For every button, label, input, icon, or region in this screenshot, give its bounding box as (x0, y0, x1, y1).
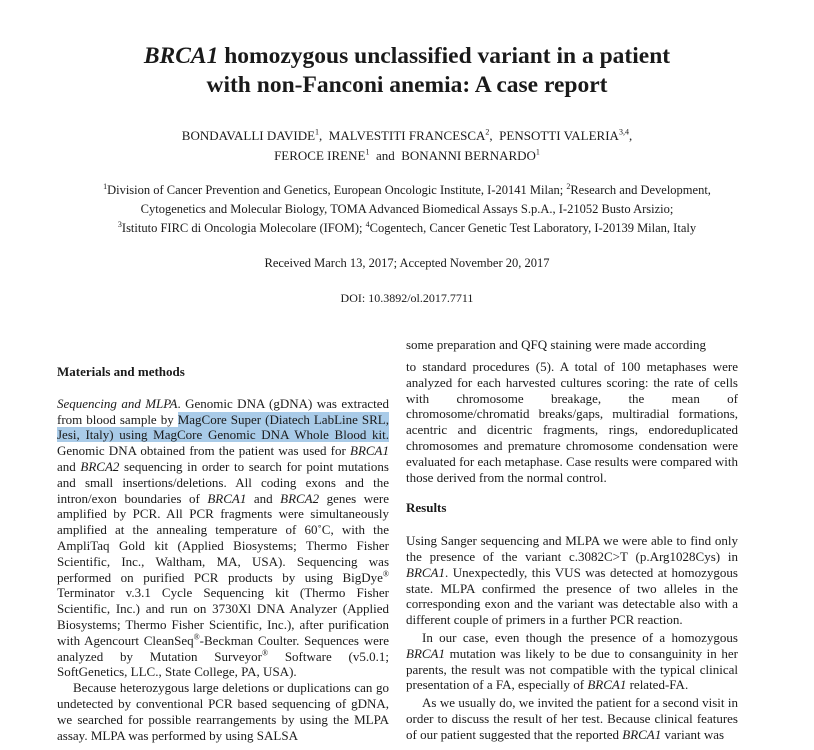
affiliation-3: Istituto FIRC di Oncologia Molecolare (IFOM); (121, 221, 366, 235)
right-column (406, 359, 738, 743)
author-and: and (375, 148, 395, 163)
section-heading-methods: Materials and methods (57, 364, 185, 379)
clipped-line: some preparation and QFQ staining were made according (406, 337, 706, 352)
affiliations: $^1$Division of Cancer Prevention and Genetics, European Oncologic Institute, I-20141 Milan; $^2$Research and Development, Cytogenetics and Molecular Biology, TOMA Advanced Biomedical Assays S.p.A., I-21052 Busto Arsizio; $^3$Istituto FIRC di Oncologia Molecolare (IFOM); $^4$Cogentech, Cancer Genetic Test Laboratory, I-20139 Milan, Italy (103, 181, 711, 235)
author: BONDAVALLI DAVIDE (181, 128, 316, 143)
affiliation-2-cont: Cytogenetics and Molecular Biology, TOMA Advanced Biomedical Assays S.p.A., I-21052 Busto Arsizio; (140, 202, 674, 216)
author-list: BONDAVALLI DAVIDE$^1$, MALVESTITI FRANCESCA$^2$, PENSOTTI VALERIA$^{3,4}$, FEROCE IRENE$^1$ and BONANNI BERNARDO$^1$ (181, 127, 633, 163)
paragraph-results-1: Using Sanger sequencing and MLPA we were able to find only the presence of the variant c.3082C>T (p.Arg1028Cys) in BRCA1. Unexpectedly, this VUS was detected at homozygous state. MLPA confirmed the presence of two alleles in the corresponding exon and the variant was detectable also with a different couple of primers in a further PCR reaction. (406, 533, 738, 628)
title-gene: BRCA1 (143, 43, 219, 69)
text-selection-highlight[interactable]: MagCore Super (Diatech LabLine SRL, Jesi, Italy) using MagCore Genomic DNA Whole Blood kit. (57, 411, 389, 443)
paragraph-procedures: to standard procedures (5). A total of 100 metaphases were analyzed for each harvested cultures scoring: the rate of cells with chromosome breakage, the mean of chromosome/chromatid breaks/gaps, multiradial formations, acentric and dicentric fragments, rings, endoreduplicated chromosomes and premature chromosome condensation were evaluated for each metaphase. Case results were compared with those derived from the normal control. (406, 359, 738, 485)
affiliation-2: Research and Development, (570, 183, 711, 197)
title-line1: homozygous unclassified variant in a patient (218, 43, 671, 69)
affiliation-1: Division of Cancer Prevention and Genetics, European Oncologic Institute, I-20141 Milan; (107, 183, 567, 197)
section-heading-results: Results (406, 500, 447, 516)
paragraph-mlpa: Because heterozygous large deletions or duplications can go undetected by conventional PCR based sequencing of gDNA, we searched for possible rearrangements by using the MLPA assay. MLPA was performed by using SALSA (57, 680, 389, 743)
paragraph-sequencing: Sequencing and MLPA. Genomic DNA (gDNA) was extracted from blood sample by MagCore Super (Diatech LabLine SRL, Jesi, Italy) using MagCore Genomic DNA Whole Blood kit. Genomic DNA obtained from the patient was used for BRCA1 and BRCA2 sequencing in order to search for point mutations and small insertions/deletions. All coding exons and the intron/exon boundaries of BRCA1 and BRCA2 genes were amplified by PCR. All PCR fragments were simultaneously amplified at the annealing temperature of 60˚C, with the AmpliTaq Gold kit (Applied Biosystems; Thermo Fisher Scientific, Inc., Waltham, MA, USA). Sequencing was performed on purified PCR products by using BigDye® Terminator v.3.1 Cycle Sequencing kit (Thermo Fisher Scientific, Inc.) and run on 3730Xl DNA Analyzer (Applied Biosystems; Thermo Fisher Scientific, Inc.), after purification with Agencourt CleanSeq®-Beckman Coulter. Sequences were analyzed by Mutation Surveyor® Software (v5.0.1; SoftGenetics, LLC., State College, PA, USA). (57, 395, 389, 680)
left-column (57, 364, 389, 743)
doi: DOI: 10.3892/ol.2017.7711 (340, 291, 474, 305)
received-accepted-dates: Received March 13, 2017; Accepted November 20, 2017 (264, 256, 550, 270)
paragraph-results-2: In our case, even though the presence of a homozygous BRCA1 mutation was likely to be due to consanguinity in her parents, the result was not compatible with the typical clinical presentation of a FA, especially of BRCA1 related-FA. (406, 629, 738, 693)
author: FEROCE IRENE (274, 148, 366, 163)
paper-title (0, 42, 814, 100)
author: MALVESTITI FRANCESCA (328, 128, 486, 143)
author: PENSOTTI VALERIA (499, 128, 619, 143)
author: BONANNI BERNARDO (401, 148, 536, 163)
title-line2: with non-Fanconi anemia: A case report (206, 72, 608, 98)
affiliation-4: Cogentech, Cancer Genetic Test Laboratory, I-20139 Milan, Italy (369, 221, 697, 235)
paragraph-results-3: As we usually do, we invited the patient for a second visit in order to discuss the result of her test. Because clinical features of our patient suggested that the reported BRCA1 variant was (406, 695, 738, 742)
